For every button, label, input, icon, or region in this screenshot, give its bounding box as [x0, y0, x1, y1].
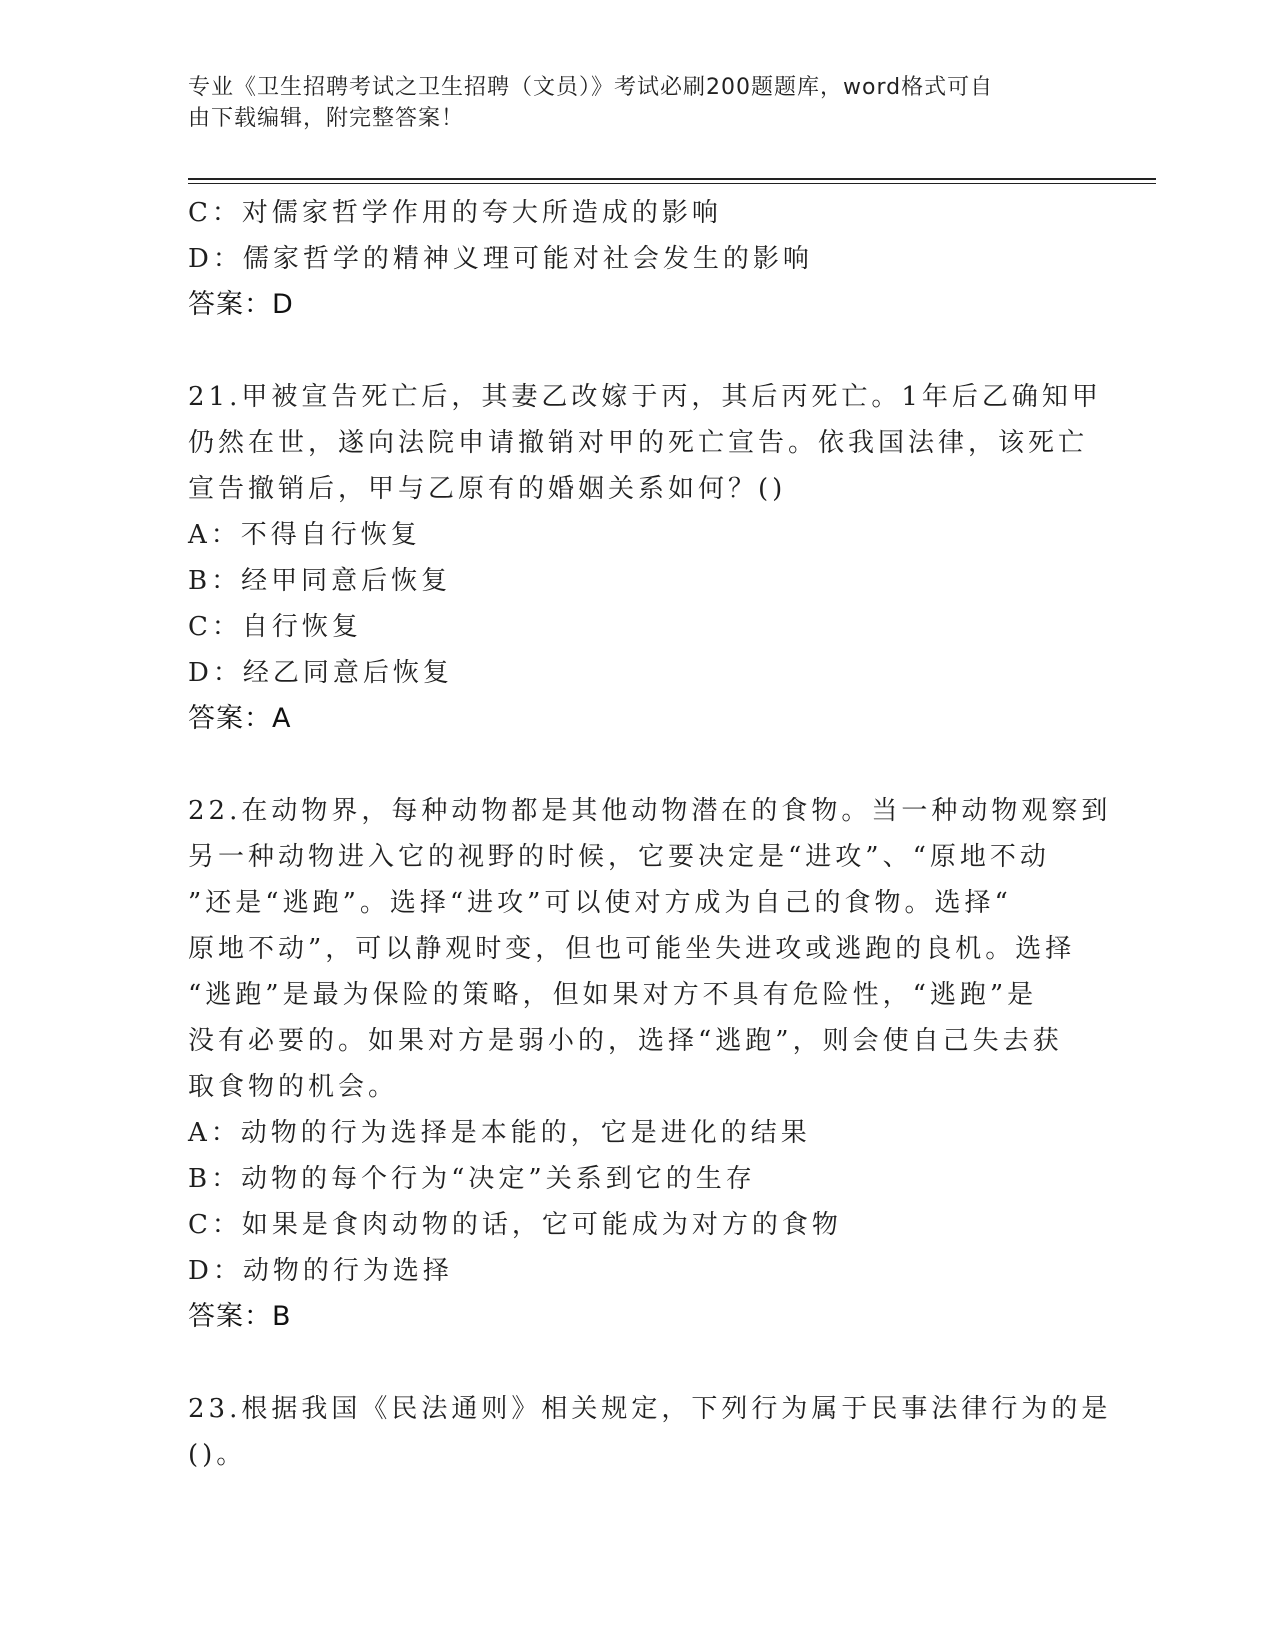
q22-option-d: D：动物的行为选择: [188, 1256, 453, 1286]
q21-option-b: B：经甲同意后恢复: [188, 566, 452, 596]
spacer: [188, 742, 1088, 788]
q22-option-a: A：动物的行为选择是本能的，它是进化的结果: [188, 1118, 811, 1148]
header-divider-thin: [188, 183, 1156, 184]
q22-stem-line: 原地不动”，可以静观时变，但也可能坐失进攻或逃跑的良机。选择: [188, 934, 1076, 964]
q22-option-b: B：动物的每个行为“决定”关系到它的生存: [188, 1164, 756, 1194]
q21-stem: [188, 374, 1102, 512]
spacer: [188, 1340, 1088, 1386]
q21-option-c: C：自行恢复: [188, 612, 362, 642]
document-header: [188, 72, 1068, 134]
q22-stem-line: 22.在动物界，每种动物都是其他动物潜在的食物。当一种动物观察到: [188, 796, 1112, 826]
q23-stem-line: ()。: [188, 1440, 247, 1470]
q21-stem-line: 21.甲被宣告死亡后，其妻乙改嫁于丙，其后丙死亡。1年后乙确知甲: [188, 382, 1102, 412]
q21-answer: 答案：A: [188, 703, 292, 734]
q22-stem-line: 另一种动物进入它的视野的时候，它要决定是“进攻”、“原地不动: [188, 842, 1050, 872]
spacer: [188, 328, 1088, 374]
q20-answer: 答案：D: [188, 289, 294, 320]
q23-stem-line: 23.根据我国《民法通则》相关规定，下列行为属于民事法律行为的是: [188, 1394, 1112, 1424]
q22-stem-line: 取食物的机会。: [188, 1072, 399, 1102]
q22-answer: 答案：B: [188, 1301, 292, 1332]
header-divider-thick: [188, 178, 1156, 180]
q20-option-c: C：对儒家哲学作用的夸大所造成的影响: [188, 198, 722, 228]
q22-stem-line: 没有必要的。如果对方是弱小的，选择“逃跑”，则会使自己失去获: [188, 1026, 1063, 1056]
q22-stem-line: ”还是“逃跑”。选择“进攻”可以使对方成为自己的食物。选择“: [188, 888, 1012, 918]
q22-stem: [188, 788, 1112, 1110]
q21-stem-line: 宣告撤销后，甲与乙原有的婚姻关系如何？(): [188, 474, 787, 504]
q21-stem-line: 仍然在世，遂向法院申请撤销对甲的死亡宣告。依我国法律，该死亡: [188, 428, 1089, 458]
q23-stem: [188, 1386, 1112, 1478]
header-line-1: 专业《卫生招聘考试之卫生招聘（文员）》考试必刷200题题库，word格式可自: [188, 75, 994, 100]
header-line-2: 由下载编辑，附完整答案！: [188, 106, 465, 131]
question-content: [188, 190, 1112, 1478]
q21-option-d: D：经乙同意后恢复: [188, 658, 453, 688]
q20-option-d: D：儒家哲学的精神义理可能对社会发生的影响: [188, 244, 813, 274]
q21-option-a: A：不得自行恢复: [188, 520, 421, 550]
q22-stem-line: “逃跑”是最为保险的策略，但如果对方不具有危险性，“逃跑”是: [188, 980, 1038, 1010]
q22-option-c: C：如果是食肉动物的话，它可能成为对方的食物: [188, 1210, 842, 1240]
